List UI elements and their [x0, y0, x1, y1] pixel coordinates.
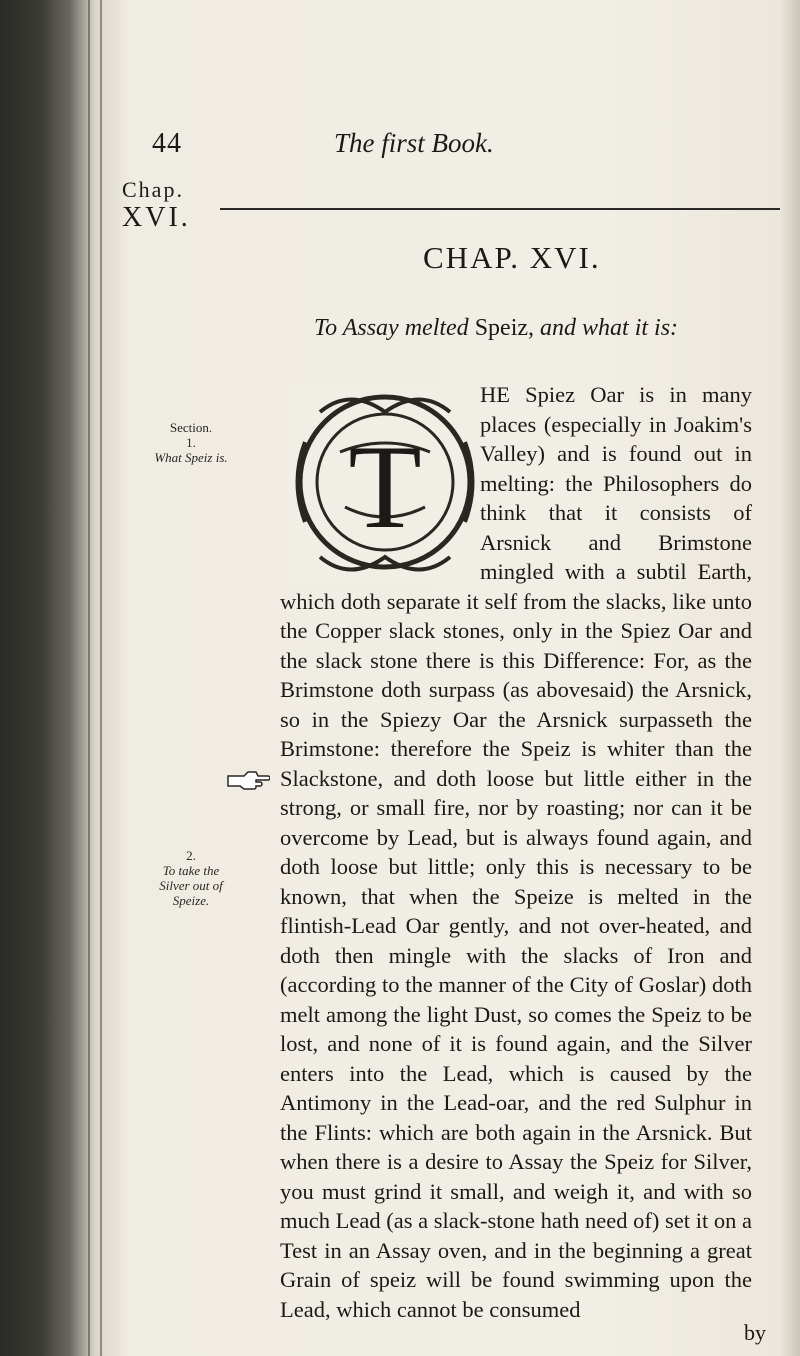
- side-chap-text: Chap.: [122, 177, 184, 202]
- side-chapter-label: [122, 176, 191, 232]
- drop-cap-letter: T: [348, 420, 422, 553]
- chapter-subtitle: [314, 315, 678, 342]
- header-rule: [220, 208, 780, 210]
- margin-note-number: 1.: [186, 435, 196, 450]
- margin-note: [150, 848, 232, 908]
- body-text: HE Spiez Oar is in many places (especially in Joakim's Valley) and is found out in melting: the Philosophers do think that it consists of Arsnick and Brimstone mingled with a subtil Earth, which doth separate it self from the slacks, like unto the Copper slack stones, only in the Spiez Oar and the slack stone there is this Difference: For, as the Brimstone doth surpass (as abovesaid) the Arsnick, so in the Spiezy Oar the Arsnick surpasseth the Brimstone: therefore the Speiz is whiter than the Slackstone, and doth loose but little either in the strong, or small fire, nor by roasting; nor can it be overcome by Lead, but is always found again, and doth loose but little; only this is necessary to be known, that when the Speize is melted in the flintish-Lead Oar gently, and not over-heated, and doth then mingle with the slacks of Iron and (according to the manner of the City of Goslar) doth melt among the light Dust, so comes the Speiz to be lost, and none of it is found again, and the Silver enters into the Lead, which is caused by the Antimony in the Lead-oar, and the red Sulphur in the Flints: which are both again in the Arsnick. But when there is a desire to Assay the Speiz for Silver, you must grind it small, and weigh it, and with so much Lead (as a slack-stone hath need of) set it on a Test in an Assay oven, and in the beginning a great Grain of speiz will be found swimming upon the Lead, which cannot be consumed: [280, 382, 752, 1322]
- pointing-hand-icon: [226, 768, 270, 790]
- body-paragraph: [280, 380, 752, 1324]
- page-number: 44: [152, 128, 182, 159]
- margin-note-label: Section.: [169, 420, 213, 435]
- margin-note-number: 2.: [186, 848, 196, 863]
- chapter-heading: CHAP. XVI.: [423, 240, 601, 275]
- catchword: by: [744, 1320, 766, 1345]
- binding-line: [88, 0, 90, 1356]
- margin-note-text: What Speiz is.: [154, 450, 228, 465]
- subtitle-keyword: Speiz,: [474, 315, 535, 341]
- subtitle-text: To Assay melted: [314, 315, 469, 341]
- binding-line: [100, 0, 102, 1356]
- side-chap-number: XVI.: [122, 202, 191, 233]
- margin-note-text: To take the Silver out of Speize.: [159, 863, 223, 908]
- running-head: The first Book.: [334, 128, 494, 158]
- subtitle-text: and what it is:: [540, 315, 679, 341]
- drop-cap-spacer: [280, 380, 480, 585]
- margin-note: [150, 420, 232, 465]
